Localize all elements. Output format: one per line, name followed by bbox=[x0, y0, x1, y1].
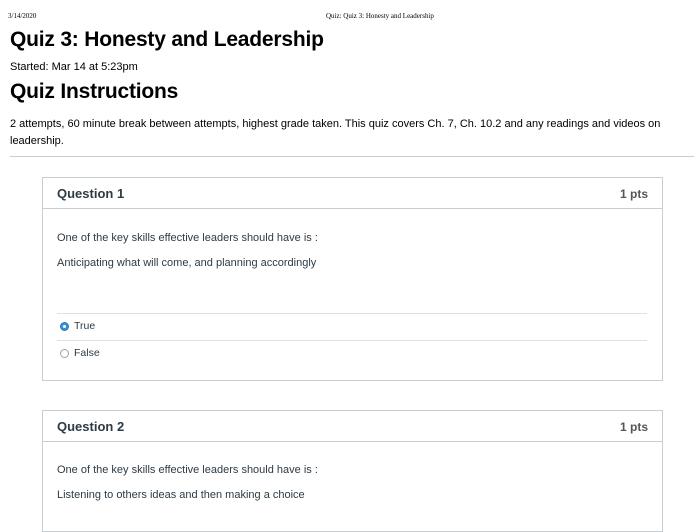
radio-selected-icon[interactable] bbox=[60, 322, 69, 331]
question-header bbox=[43, 411, 662, 442]
quiz-title: Quiz 3: Honesty and Leadership bbox=[10, 28, 324, 51]
question-name: Question 2 bbox=[57, 419, 125, 434]
question-points: 1 pts bbox=[619, 187, 648, 201]
question-points: 1 pts bbox=[619, 420, 648, 434]
question-prompt: One of the key skills effective leaders should have is : bbox=[57, 232, 318, 244]
instructions-heading: Quiz Instructions bbox=[10, 80, 179, 103]
answer-label: True bbox=[74, 320, 96, 332]
print-page-title: Quiz: Quiz 3: Honesty and Leadership bbox=[326, 12, 434, 20]
print-header bbox=[0, 12, 700, 24]
question-name: Question 1 bbox=[57, 186, 125, 201]
question-card-1 bbox=[42, 177, 663, 381]
answer-option-false[interactable] bbox=[57, 341, 647, 367]
question-card-2 bbox=[42, 410, 663, 532]
question-prompt: One of the key skills effective leaders should have is : bbox=[57, 464, 318, 476]
question-statement: Anticipating what will come, and planning accordingly bbox=[57, 257, 317, 269]
instructions-text: 2 attempts, 60 minute break between attempts, highest grade taken. This quiz covers Ch. 7, Ch. 10.2 and any readings and videos on leadership. bbox=[10, 118, 661, 147]
question-statement: Listening to others ideas and then making a choice bbox=[57, 489, 305, 501]
quiz-started-time: Started: Mar 14 at 5:23pm bbox=[10, 61, 138, 73]
divider bbox=[10, 156, 694, 157]
answer-label: False bbox=[74, 347, 100, 359]
radio-unselected-icon[interactable] bbox=[60, 349, 69, 358]
print-date: 3/14/2020 bbox=[8, 12, 37, 20]
question-header bbox=[43, 178, 662, 209]
answer-option-true[interactable] bbox=[57, 314, 647, 341]
answer-list bbox=[57, 313, 647, 367]
